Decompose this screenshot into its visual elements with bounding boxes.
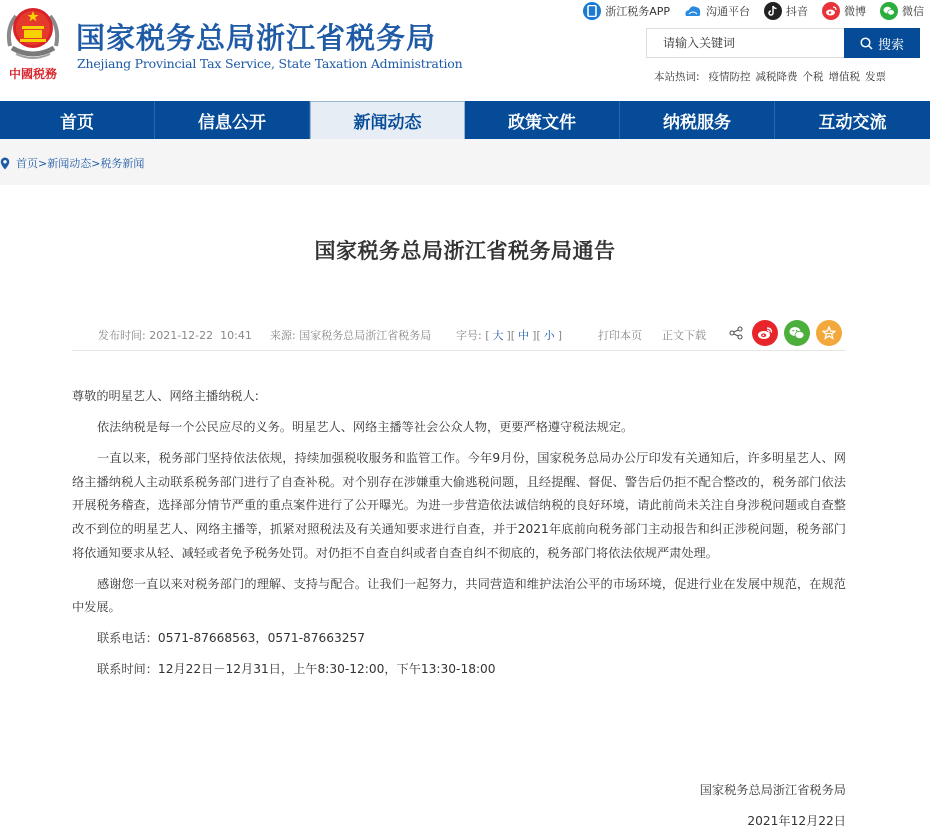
article-container: [0, 185, 930, 837]
article-paragraph: 依法纳税是每一个公民应尽的义务。明星艺人、网络主播等社会公众人物，更要严格遵守税法规定。: [97, 420, 634, 435]
signature-org: 国家税务总局浙江省税务局: [699, 783, 846, 797]
location-pin-icon: [0, 157, 10, 170]
source-label: 来源:: [270, 329, 296, 342]
publish-time-value: 2021-12-22 10:41: [149, 329, 252, 342]
article-source: [270, 327, 431, 343]
social-link-label: 微信: [902, 5, 924, 18]
tax-emblem-logo[interactable]: [2, 2, 64, 84]
font-size-label: 字号:: [456, 329, 482, 342]
social-link-label: 微博: [844, 5, 866, 18]
article-paragraph: 感谢您一直以来对税务部门的理解、支持与配合。让我们一起努力，共同营造和维护法治公平的市场环境，促进行业在发展中规范，在规范中发展。: [72, 576, 846, 615]
breadcrumb-separator: >: [91, 156, 101, 170]
share-icon[interactable]: [726, 320, 746, 346]
nav-item-interaction[interactable]: 互动交流: [818, 112, 887, 133]
publish-time: [98, 327, 252, 343]
source-value: 国家税务总局浙江省税务局: [299, 329, 432, 342]
contact-hours: 联系时间：12月22日－12月31日，上午8:30-12:00，下午13:30-18:00: [97, 662, 496, 677]
weibo-icon: [822, 2, 840, 20]
cloud-icon: [684, 2, 702, 20]
search-button[interactable]: [844, 28, 920, 58]
download-text-link[interactable]: 正文下载: [662, 329, 706, 342]
breadcrumb-home[interactable]: 首页: [16, 157, 38, 170]
social-link-wechat[interactable]: [880, 2, 924, 20]
search-box: [646, 28, 920, 58]
mobile-app-icon: [583, 2, 601, 20]
site-header: [0, 0, 930, 101]
tiktok-icon: [764, 2, 782, 20]
article-paragraph: 尊敬的明星艺人、网络主播纳税人:: [72, 389, 259, 403]
article-signature: [700, 775, 846, 837]
search-button-label: 搜索: [877, 37, 904, 53]
print-page-link[interactable]: 打印本页: [598, 329, 642, 342]
search-icon: [860, 37, 873, 50]
breadcrumb-news[interactable]: 新闻动态: [47, 157, 92, 170]
article-paragraph: 一直以来，税务部门坚持依法依规，持续加强税收服务和监管工作。今年9月份，国家税务总局办公厅印发有关通知后，许多明星艺人、网络主播纳税人主动联系税务部门进行了自查补税。对个别存在涉嫌重大偷逃税问题，且经提醒、督促、警告后仍拒不配合整改的，税务部门依法开展税务稽查，选择部分情节严重的重点案件进行了公开曝光。为进一步营造依法诚信纳税的良好环境，请此前尚未关注自身涉税问题或自查整改不到位的明星艺人、网络主播等，抓紧对照税法及有关通知要求进行自查，并于2021年底前向税务部门主动报告和纠正涉税问题，税务部门将依通知要求从轻、减轻或者免予税务处罚。对仍拒不自查自纠或者自查自纠不彻底的，税务部门将依法依规严肃处理。: [72, 451, 846, 560]
social-link-app[interactable]: [583, 2, 670, 20]
hot-words-label: 本站热词:: [654, 71, 700, 83]
contact-phone: 联系电话：0571-87668563，0571-87663257: [97, 631, 366, 646]
nav-item-news[interactable]: 新闻动态: [310, 101, 465, 139]
hot-word-link[interactable]: 发票: [865, 71, 887, 83]
hot-word-link[interactable]: 增值税: [828, 71, 861, 83]
main-nav: [0, 101, 930, 139]
nav-item-home[interactable]: 首页: [0, 101, 155, 139]
social-link-label: 抖音: [786, 5, 808, 18]
font-size-controls: 字号: [ 大 ][ 中 ][ 小 ]: [456, 329, 562, 342]
wechat-share-icon[interactable]: [784, 320, 810, 346]
search-input[interactable]: [646, 28, 844, 58]
publish-label: 发布时间:: [98, 329, 146, 342]
hot-words: [654, 69, 886, 84]
nav-item-tax-service[interactable]: 纳税服务: [620, 101, 775, 139]
signature-date: 2021年12月22日: [747, 814, 846, 828]
wechat-icon: [880, 2, 898, 20]
social-link-label: 浙江税务APP: [605, 5, 670, 18]
social-link-platform[interactable]: [684, 2, 750, 20]
hot-word-link[interactable]: 疫情防控: [708, 71, 751, 83]
site-subtitle: Zhejiang Provincial Tax Service, State Taxation Administration: [77, 56, 463, 71]
font-size-medium-button[interactable]: 中: [518, 329, 530, 342]
nav-item-policy[interactable]: 政策文件: [465, 101, 620, 139]
hot-word-link[interactable]: 个税: [802, 71, 824, 83]
favorite-star-icon[interactable]: [816, 320, 842, 346]
article-title: 国家税务总局浙江省税务局通告: [314, 239, 616, 263]
font-size-large-button[interactable]: 大: [492, 329, 504, 342]
breadcrumb-tax-news[interactable]: 税务新闻: [100, 157, 145, 170]
breadcrumb: [0, 155, 144, 171]
hot-word-link[interactable]: 减税降费: [755, 71, 798, 83]
site-title[interactable]: 国家税务总局浙江省税务局: [76, 21, 437, 55]
font-size-small-button[interactable]: 小: [543, 329, 555, 342]
social-link-weibo[interactable]: [822, 2, 866, 20]
article-body: [72, 385, 846, 690]
breadcrumb-separator: >: [38, 156, 48, 170]
social-link-label: 沟通平台: [706, 5, 750, 18]
weibo-share-icon[interactable]: [752, 320, 778, 346]
social-link-douyin[interactable]: [764, 2, 808, 20]
article-meta-bar: [72, 317, 846, 351]
social-links: [583, 0, 924, 22]
nav-item-info-disclosure[interactable]: 信息公开: [155, 101, 310, 139]
svg-text:中國税務: 中國税務: [8, 67, 58, 81]
share-group: [726, 320, 842, 346]
